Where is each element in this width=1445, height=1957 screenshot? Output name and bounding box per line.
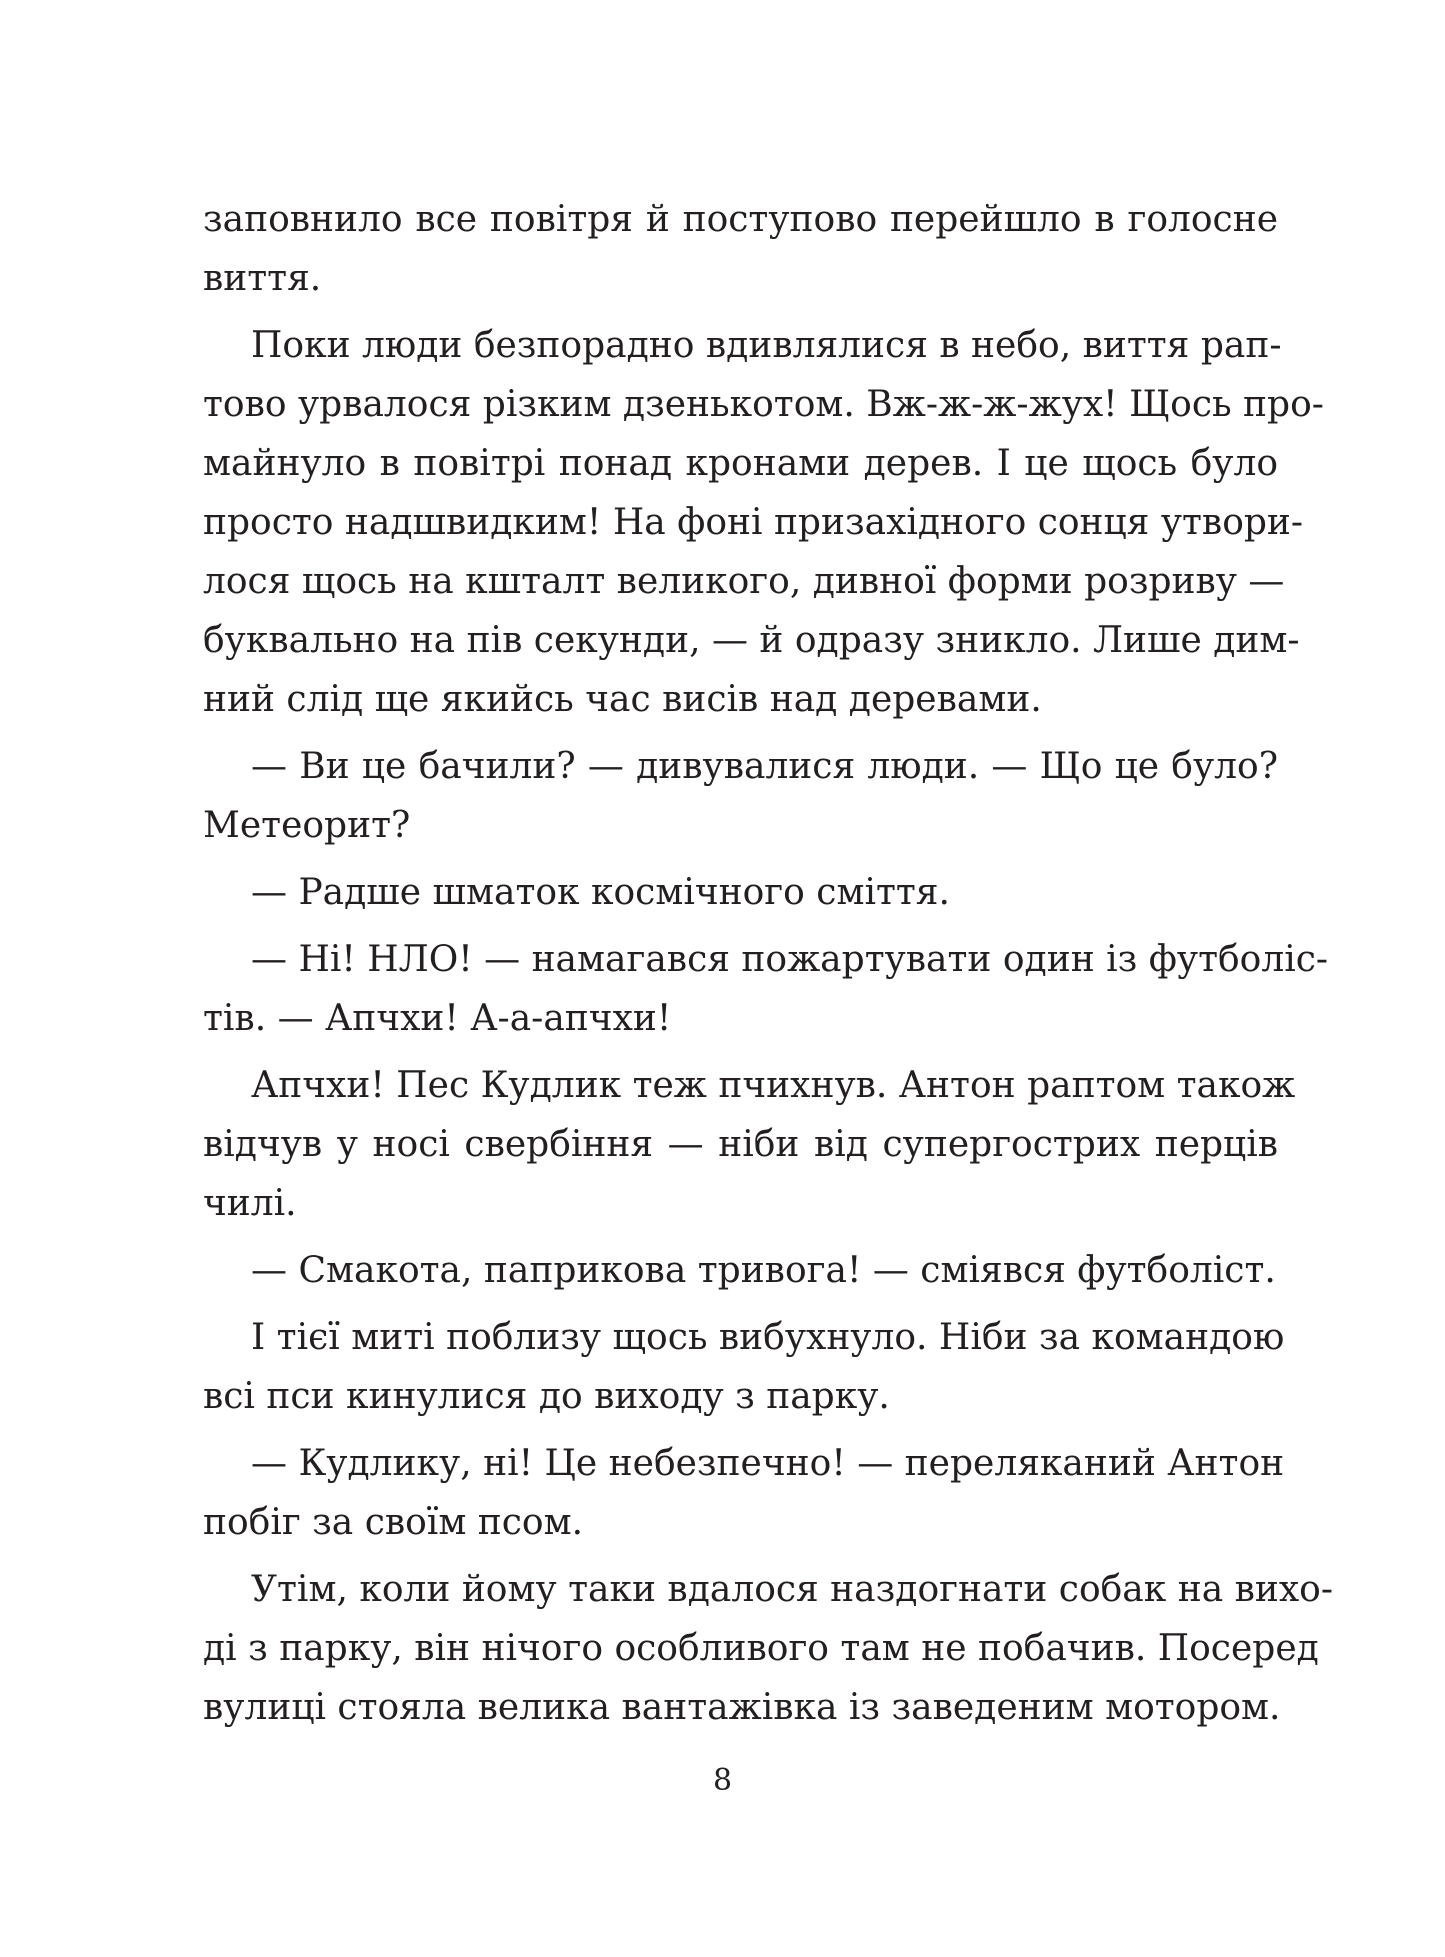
text-line: заповнило все повітря й поступово перейшло в голосне bbox=[203, 199, 1278, 240]
paragraph bbox=[203, 1308, 1285, 1426]
text-line: всі пси кинулися до виходу з парку. bbox=[203, 1376, 890, 1417]
text-line: ді з парку, він нічого особливого там не побачив. Посеред bbox=[203, 1628, 1319, 1669]
text-line: Поки люди безпорадно вдивлялися в небо, виття рап- bbox=[251, 325, 1282, 366]
page-body bbox=[203, 190, 1334, 1737]
text-line: відчув у носі свербіння — ніби від супергострих перців bbox=[203, 1124, 1278, 1165]
paragraph-gap bbox=[203, 729, 1278, 737]
paragraph-gap bbox=[203, 1048, 1278, 1056]
paragraph bbox=[203, 1056, 1296, 1233]
paragraph bbox=[203, 1241, 1278, 1300]
text-line: — Ні! НЛО! — намагався пожартувати один із футболіс- bbox=[251, 939, 1329, 980]
text-line: тів. — Апчхи! А-а-апчхи! bbox=[203, 998, 672, 1039]
text-line: просто надшвидким! На фоні призахідного сонця утвори- bbox=[203, 502, 1304, 543]
text-line: Утім, коли йому таки вдалося наздогнати собак на вихо- bbox=[251, 1569, 1334, 1610]
paragraph-gap bbox=[203, 922, 1278, 930]
text-line: майнуло в повітрі понад кронами дерев. І це щось було bbox=[203, 443, 1278, 484]
text-line: — Ви це бачили? — дивувалися люди. — Що це було? bbox=[251, 746, 1278, 787]
paragraph-gap bbox=[203, 1300, 1278, 1308]
text-line: виття. bbox=[203, 258, 322, 299]
text-line: Метеорит? bbox=[203, 805, 411, 846]
paragraph bbox=[203, 1434, 1285, 1552]
paragraph bbox=[203, 190, 1278, 308]
paragraph-gap bbox=[203, 1233, 1278, 1241]
text-line: Апчхи! Пес Кудлик теж пчихнув. Антон раптом також bbox=[251, 1065, 1296, 1106]
text-line: ний слід ще якийсь час висів над деревами. bbox=[203, 679, 1042, 720]
text-line: І тієї миті поблизу щось вибухнуло. Ніби за командою bbox=[251, 1317, 1285, 1358]
text-line: вулиці стояла велика вантажівка із заведеним мотором. bbox=[203, 1687, 1281, 1728]
text-line: — Кудлику, ні! Це небезпечно! — переляканий Антон bbox=[251, 1443, 1285, 1484]
paragraph bbox=[203, 1560, 1334, 1737]
paragraph bbox=[203, 737, 1278, 855]
text-line: лося щось на кшталт великого, дивної форми розриву — bbox=[203, 561, 1285, 602]
text-line: — Радше шматок космічного сміття. bbox=[251, 872, 950, 913]
paragraph-gap bbox=[203, 1552, 1278, 1560]
paragraph-gap bbox=[203, 1426, 1278, 1434]
paragraph-gap bbox=[203, 308, 1278, 316]
text-line: — Смакота, паприкова тривога! — сміявся футболіст. bbox=[251, 1250, 1276, 1291]
paragraph bbox=[203, 316, 1324, 729]
text-line: чилі. bbox=[203, 1183, 297, 1224]
paragraph-gap bbox=[203, 855, 1278, 863]
page-number: 8 bbox=[712, 1763, 733, 1798]
text-line: тово урвалося різким дзенькотом. Вж-ж-ж-жух! Щось про- bbox=[203, 384, 1324, 425]
text-line: побіг за своїм псом. bbox=[203, 1502, 584, 1543]
text-line: буквально на пів секунди, — й одразу зникло. Лише дим- bbox=[203, 620, 1300, 661]
paragraph bbox=[203, 930, 1329, 1048]
paragraph bbox=[203, 863, 1278, 922]
